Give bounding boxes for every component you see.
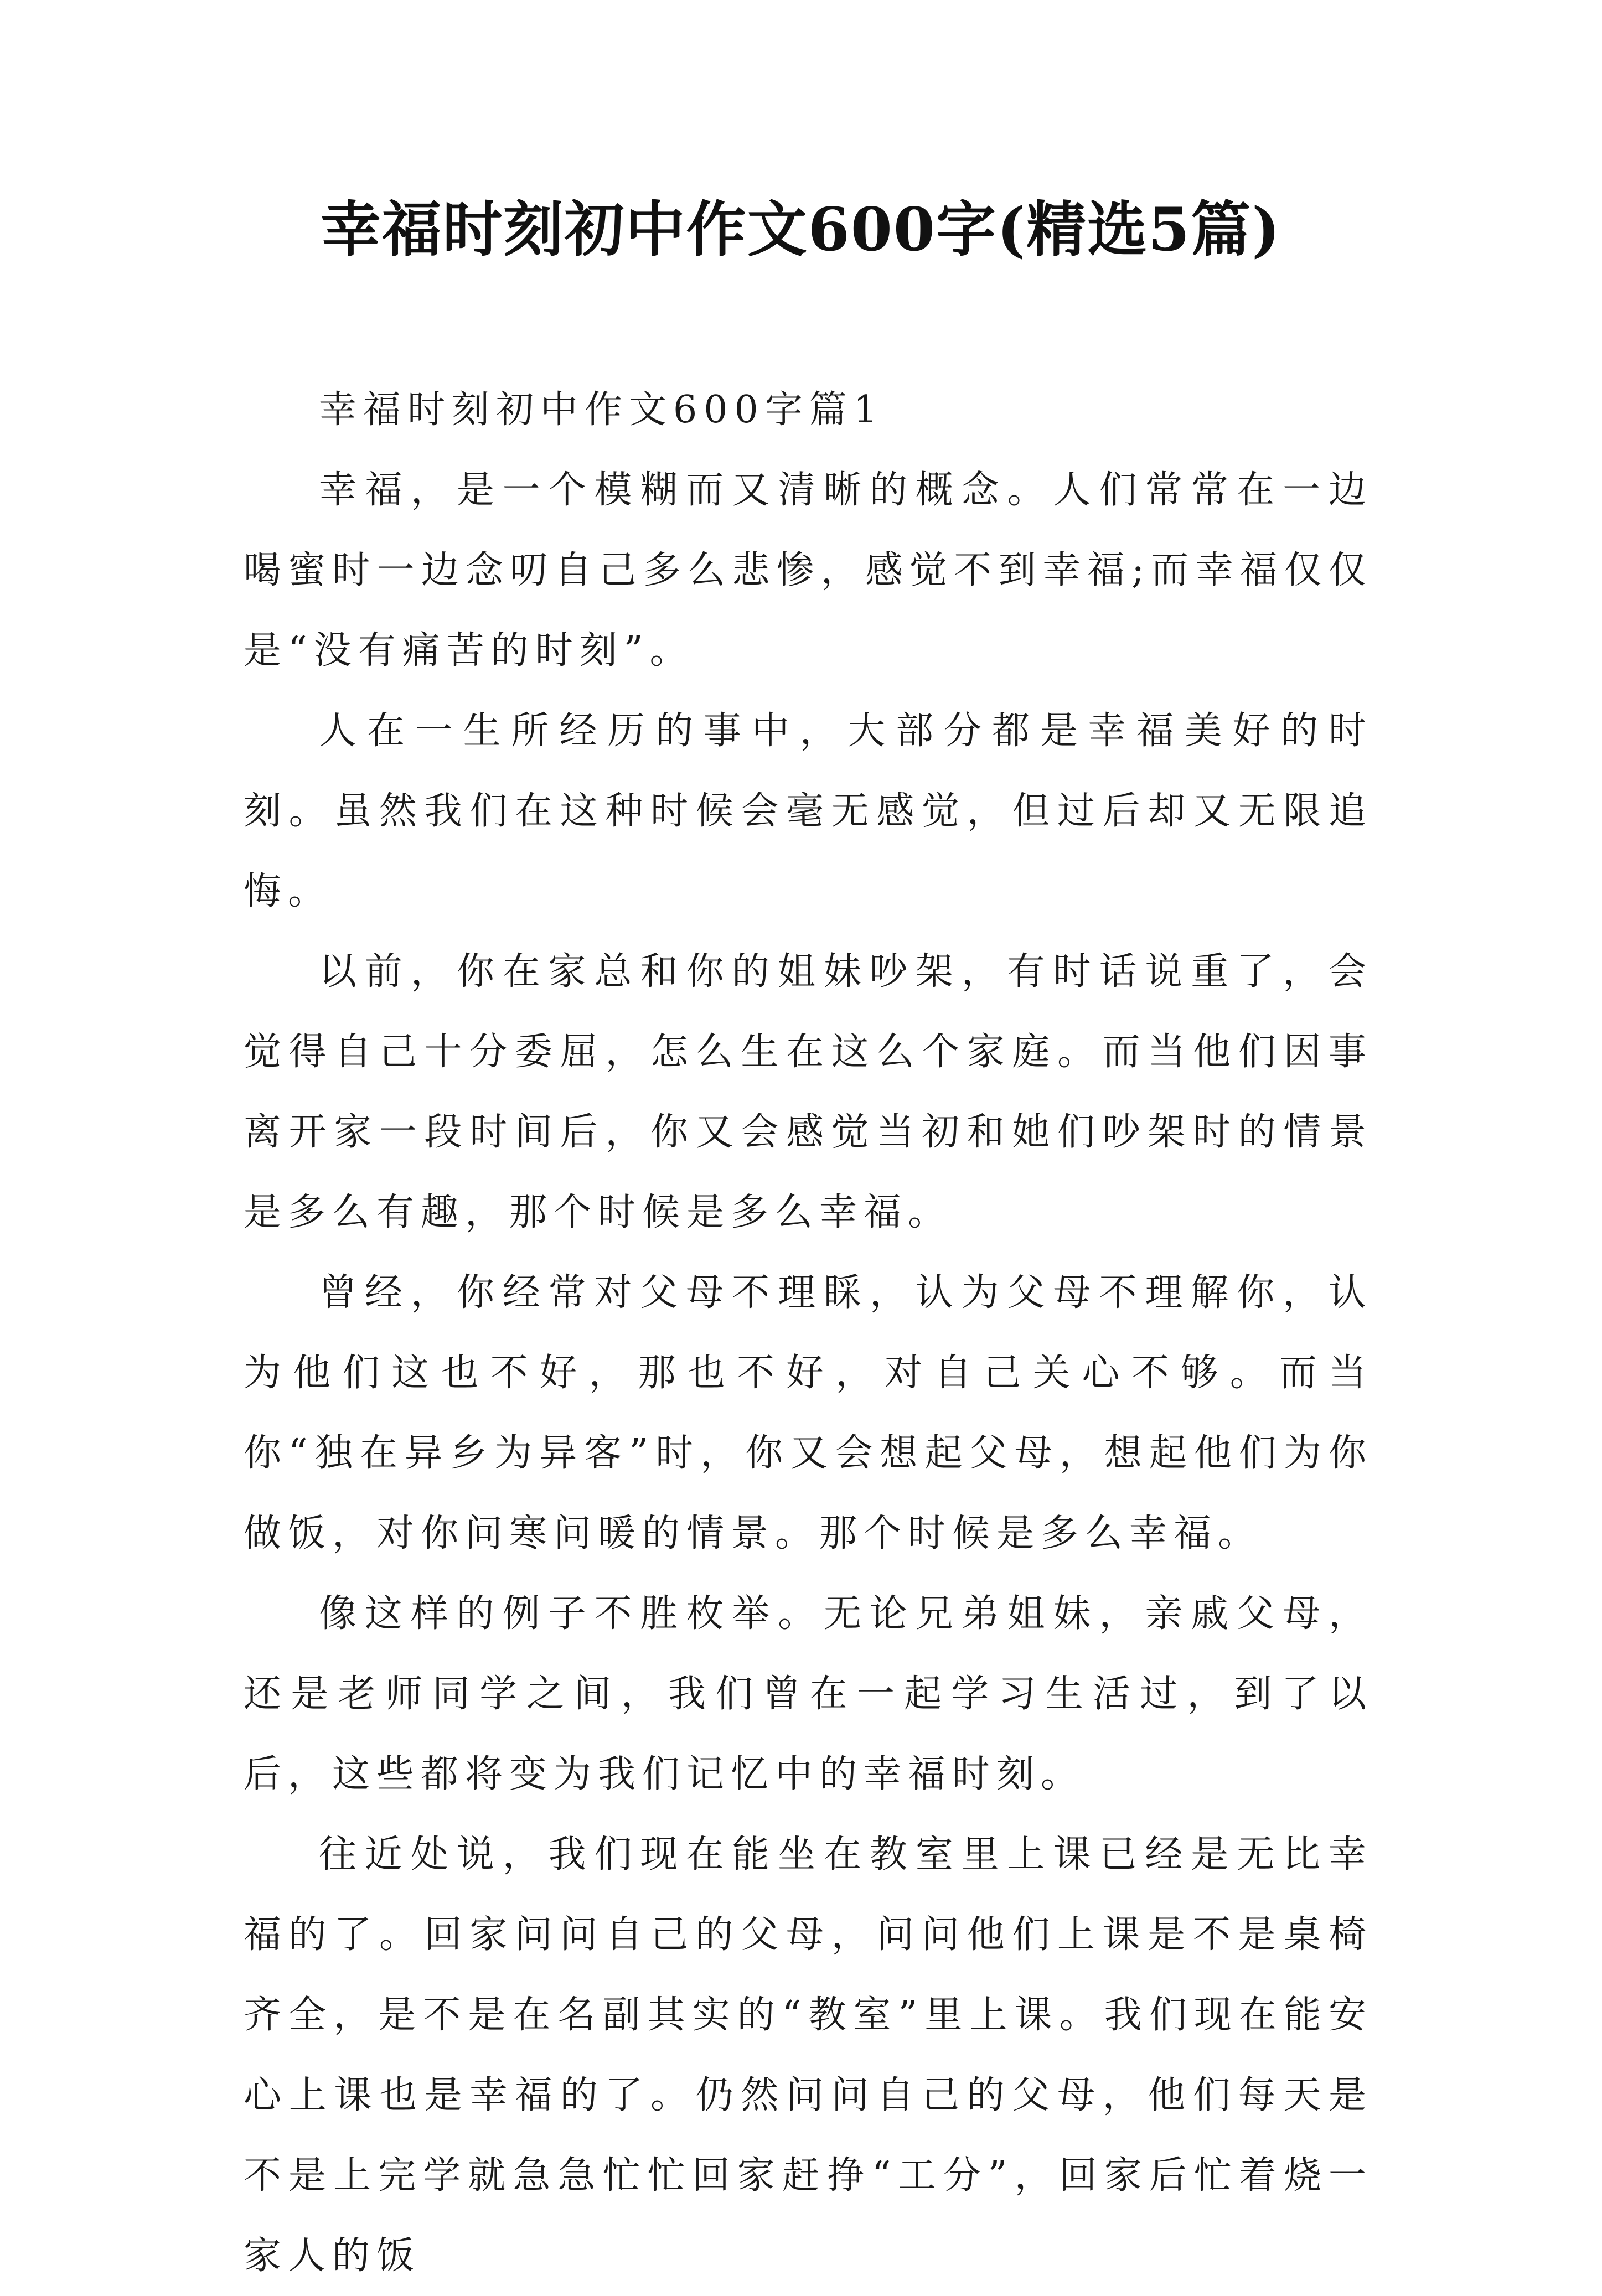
- paragraph: 像这样的例子不胜枚举。无论兄弟姐妹，亲戚父母，还是老师同学之间，我们曾在一起学习生活过，到了以后，这些都将变为我们记忆中的幸福时刻。: [244, 1592, 1373, 1796]
- paragraph: 曾经，你经常对父母不理睬，认为父母不理解你，认为他们这也不好，那也不好，对自己关心不够。而当你“独在异乡为异客”时，你又会想起父母，想起他们为你做饭，对你问寒问暖的情景。那个时候是多么幸福。: [244, 1271, 1373, 1555]
- paragraph: 人在一生所经历的事中，大部分都是幸福美好的时刻。虽然我们在这种时候会毫无感觉，但过后却又无限追悔。: [244, 709, 1373, 913]
- paragraph: 往近处说，我们现在能坐在教室里上课已经是无比幸福的了。回家问问自己的父母，问问他们上课是不是桌椅齐全，是不是在名副其实的“教室”里上课。我们现在能安心上课也是幸福的了。仍然问问自己的父母，他们每天是不是上完学就急急忙忙回家赶挣“工分”，回家后忙着烧一家人的饭: [244, 1833, 1373, 2278]
- article-body: [244, 370, 1373, 2296]
- section-heading: 幸福时刻初中作文600字篇1: [319, 388, 885, 432]
- page-title: 幸福时刻初中作文600字(精选5篇): [321, 195, 1281, 265]
- paragraph: 幸福，是一个模糊而又清晰的概念。人们常常在一边喝蜜时一边念叨自己多么悲惨，感觉不到幸福;而幸福仅仅是“没有痛苦的时刻”。: [244, 468, 1373, 673]
- paragraph: 以前，你在家总和你的姐妹吵架，有时话说重了，会觉得自己十分委屈，怎么生在这么个家庭。而当他们因事离开家一段时间后，你又会感觉当初和她们吵架时的情景是多么有趣，那个时候是多么幸福。: [244, 950, 1373, 1234]
